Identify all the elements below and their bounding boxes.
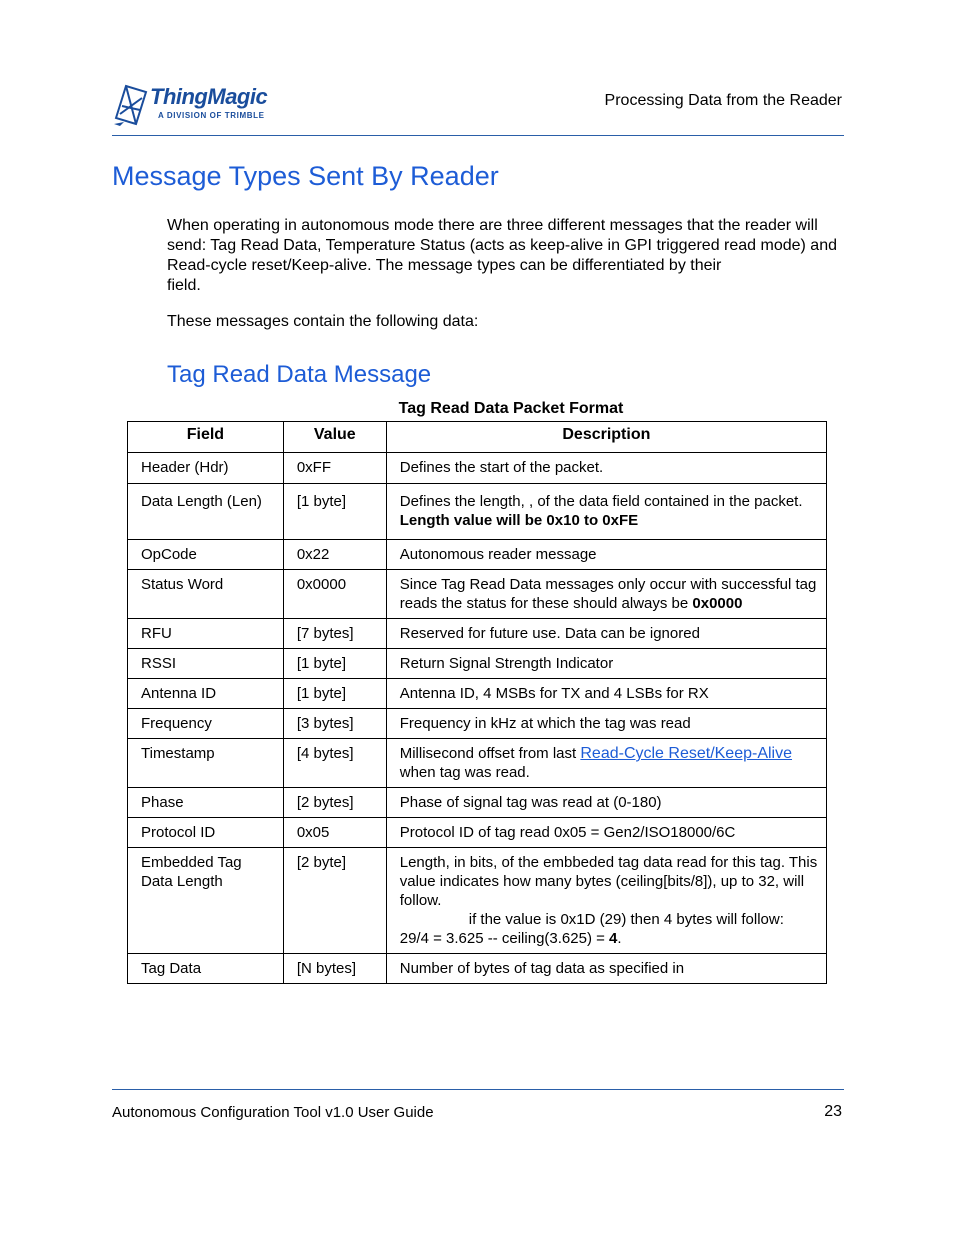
cell-value: 0xFF [283,453,386,484]
page-title: Message Types Sent By Reader [112,161,499,191]
cell-value: [1 byte] [283,679,386,709]
table-row [128,679,827,709]
cell-description: Antenna ID, 4 MSBs for TX and 4 LSBs for RX [386,679,826,709]
table-row [128,649,827,679]
footer-rule [112,1089,844,1090]
cell-value: 0x05 [283,818,386,848]
cell-value: 0x0000 [283,570,386,619]
desc-text: . [617,930,622,947]
cell-value: [2 byte] [283,848,386,954]
section-heading: Tag Read Data Message [167,361,432,388]
cell-value: [3 bytes] [283,709,386,739]
table-row [128,484,827,540]
cell-description [386,848,826,954]
cell-description: Autonomous reader message [386,540,826,570]
table-row [128,540,827,570]
cell-description: Phase of signal tag was read at (0-180) [386,788,826,818]
cell-description: Defines the start of the packet. [386,453,826,484]
cell-value: [2 bytes] [283,788,386,818]
read-cycle-reset-link[interactable]: Read-Cycle Reset/Keep-Alive [580,745,793,762]
running-header: Processing Data from the Reader [604,92,842,109]
cell-field: RSSI [128,649,284,679]
desc-bold: 0x0000 [692,595,743,612]
cell-value: [7 bytes] [283,619,386,649]
cell-field: Antenna ID [128,679,284,709]
desc-text: Millisecond offset from last [399,745,581,762]
cell-description [386,570,826,619]
field-line: Embedded Tag [141,854,242,871]
cell-field: Data Length (Len) [128,484,284,540]
col-header-value: Value [283,422,386,453]
header-rule [112,135,844,136]
cell-description [386,484,826,540]
table-row [128,619,827,649]
logo-wordmark: ThingMagic [150,84,268,109]
cell-field: Protocol ID [128,818,284,848]
cell-field: Phase [128,788,284,818]
cell-field: RFU [128,619,284,649]
intro-text-b: field. [167,277,201,294]
table-row [128,453,827,484]
desc-bold: 4 [609,930,618,947]
cell-field: Timestamp [128,739,284,788]
cell-description [386,739,826,788]
desc-text: 29/4 = 3.625 -- ceiling(3.625) = [399,930,610,947]
cell-value: [1 byte] [283,649,386,679]
cell-description: Return Signal Strength Indicator [386,649,826,679]
thingmagic-logo [112,78,282,128]
page-number: 23 [824,1103,842,1120]
cell-value: [4 bytes] [283,739,386,788]
cell-description: Frequency in kHz at which the tag was read [386,709,826,739]
logo-mark-icon [112,78,152,128]
packet-format-table [127,421,827,984]
desc-text: when tag was read. [399,764,530,781]
table-caption: Tag Read Data Packet Format [398,400,624,417]
desc-text: Since Tag Read Data messages only occur with successful tag reads the status for these should always be [399,576,817,612]
cell-description: Protocol ID of tag read 0x05 = Gen2/ISO18000/6C [386,818,826,848]
desc-text: Defines the length, , of the data field contained in the packet. [399,493,803,510]
cell-field: Frequency [128,709,284,739]
table-header-row [128,422,827,453]
intro-paragraph-2: These messages contain the following data: [167,313,479,330]
cell-description: Reserved for future use. Data can be ignored [386,619,826,649]
cell-field: OpCode [128,540,284,570]
col-header-field: Field [128,422,284,453]
cell-value: [N bytes] [283,954,386,984]
table-row [128,709,827,739]
intro-text-a: When operating in autonomous mode there are three different messages that the reader will send: Tag Read Data, Temperature Status (acts as keep-alive in GPI triggered read mode) and Read-cycle reset/Keep-alive. The message types can be differentiated by their [167,217,837,274]
desc-bold: Length value will be 0x10 to 0xFE [399,512,639,529]
table-row [128,739,827,788]
table-row [128,818,827,848]
cell-description: Number of bytes of tag data as specified in [386,954,826,984]
table-row [128,848,827,954]
col-header-description: Description [386,422,826,453]
cell-field: Tag Data [128,954,284,984]
logo-tagline: A DIVISION OF TRIMBLE [158,111,265,120]
footer-doc-title: Autonomous Configuration Tool v1.0 User Guide [112,1104,434,1121]
cell-value: [1 byte] [283,484,386,540]
table-row [128,954,827,984]
desc-text: if the value is 0x1D (29) then 4 bytes will follow: [468,911,784,928]
desc-text: Length, in bits, of the embbeded tag data read for this tag. This value indicates how many bytes (ceiling[bits/8]), up to 32, will follow. [399,854,818,909]
intro-paragraph [167,216,847,296]
table-row [128,570,827,619]
cell-field: Status Word [128,570,284,619]
cell-field [128,848,284,954]
cell-value: 0x22 [283,540,386,570]
table-row [128,788,827,818]
field-line: Data Length [141,873,223,890]
cell-field: Header (Hdr) [128,453,284,484]
